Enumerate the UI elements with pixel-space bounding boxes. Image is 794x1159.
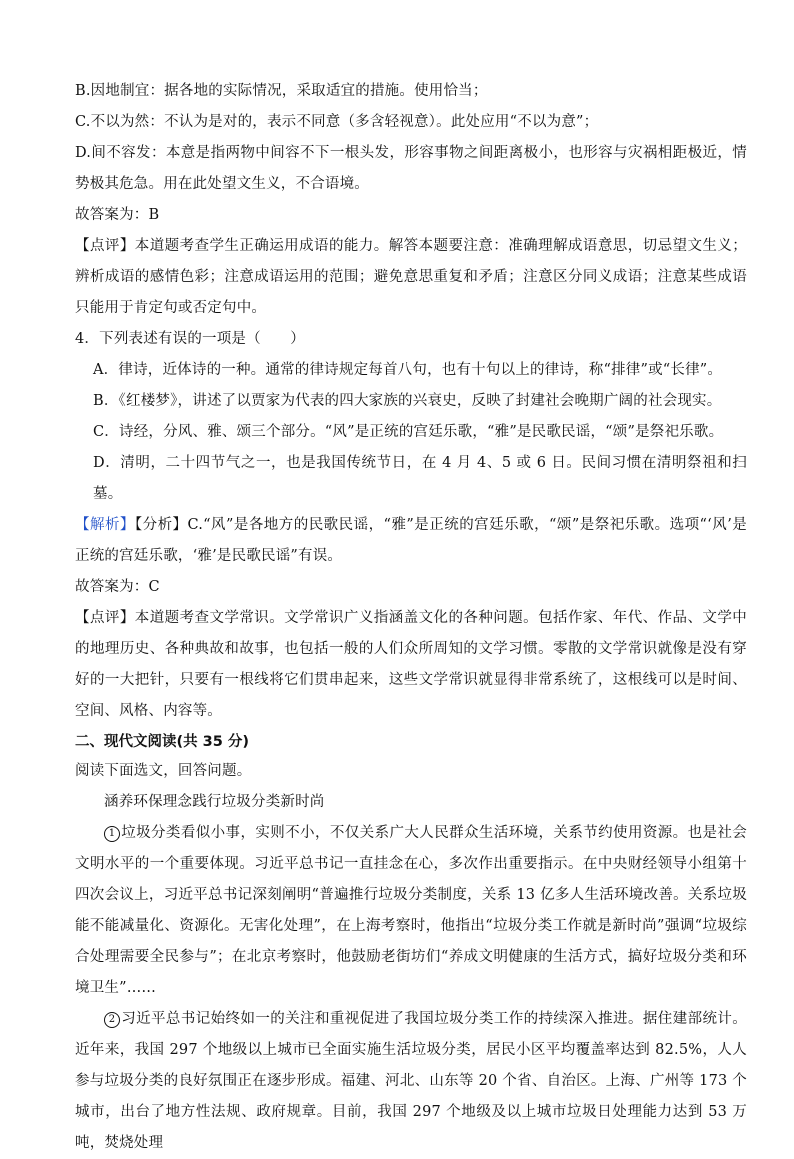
option-b-explanation: B.因地制宜：据各地的实际情况，采取适宜的措施。使用恰当； bbox=[75, 83, 488, 99]
paragraph-text: 垃圾分类看似小事，实则不小，不仅关系广大人民群众生活环境，关系节约使用资源。也是社会文明水平的一个重要体现。习近平总书记一直挂念在心，多次作出重要指示。在中央财经领导小组第十四次会议上，习近平总书记深刻阐明“普遍推行垃圾分类制度，关系 13 亿多人生活环境改善。关系垃圾能不能减量化、资源化。无害化处理”，在上海考察时，他指出“垃圾分类工作就是新时尚”强调“垃圾综合处理需要全民参与”；在北京考察时，他鼓励老街坊们“养成文明健康的生活方式，搞好垃圾分类和环境卫生”…… bbox=[75, 825, 747, 996]
question-4-option-c: C．诗经，分风、雅、颂三个部分。“风”是正统的宫廷乐歌，“雅”是民歌民谣，“颂”是祭祀乐歌。 bbox=[93, 424, 724, 440]
section-intro: 阅读下面选文，回答问题。 bbox=[75, 763, 252, 779]
answer-q3: 故答案为：B bbox=[75, 207, 160, 223]
question-4-stem: 4．下列表述有误的一项是（ ） bbox=[75, 331, 305, 347]
question-4-option-a: A．律诗，近体诗的一种。通常的律诗规定每首八句，也有十句以上的律诗，称“排律”或“长律”。 bbox=[93, 362, 723, 378]
paragraph-text: 习近平总书记始终如一的关注和重视促进了我国垃圾分类工作的持续深入推进。据住建部统计。近年来，我国 297 个地级以上城市已全面实施生活垃圾分类，居民小区平均覆盖率达到 82.5%，人人参与垃圾分类的良好氛围正在逐步形成。福建、河北、山东等 20 个省、自治区。上海、广州等 173 个城市，出台了地方性法规、政府规章。目前，我国 297 个地级及以上城市垃圾日处理能力达到 53 万吨，焚烧处理 bbox=[75, 1011, 748, 1151]
analysis-tag: 【解析】 bbox=[75, 517, 135, 533]
article-paragraph-1 bbox=[75, 818, 747, 1004]
comment-text: 本道题考查学生正确运用成语的能力。解答本题要注意：准确理解成语意思，切忌望文生义；辨析成语的感情色彩；注意成语运用的范围；避免意思重复和矛盾；注意区分同义成语；注意某些成语只能用于肯定句或否定句中。 bbox=[75, 238, 747, 316]
option-c-explanation: C.不以为然：不认为是对的，表示不同意（多含轻视意）。此处应用“不以为意”； bbox=[75, 114, 599, 130]
comment-q3 bbox=[75, 231, 747, 324]
section-heading: 二、现代文阅读(共 35 分) bbox=[75, 734, 250, 750]
comment-tag: 【点评】 bbox=[75, 238, 135, 254]
article-title: 涵养环保理念践行垃圾分类新时尚 bbox=[104, 794, 325, 810]
document-page bbox=[75, 76, 747, 1159]
analysis-text: 【分析】C.“风”是各地方的民歌民谣，“雅”是正统的宫廷乐歌，“颂”是祭祀乐歌。选项“‘风’是正统的宫廷乐歌，‘雅’是民歌民谣”有误。 bbox=[75, 517, 747, 564]
comment-q4 bbox=[75, 603, 747, 727]
paragraph-number-badge: 1 bbox=[104, 826, 120, 842]
analysis-q4 bbox=[75, 510, 747, 572]
paragraph-number-badge: 2 bbox=[104, 1012, 120, 1028]
article-paragraph-2 bbox=[75, 1004, 747, 1159]
question-4-option-d: D．清明，二十四节气之一，也是我国传统节日，在 4 月 4、5 或 6 日。民间习惯在清明祭祖和扫墓。 bbox=[93, 455, 747, 502]
option-d-explanation: D.间不容发：本意是指两物中间容不下一根头发，形容事物之间距离极小，也形容与灾祸相距极近，情势极其危急。用在此处望文生义，不合语境。 bbox=[75, 145, 747, 192]
comment-tag: 【点评】 bbox=[75, 610, 135, 626]
answer-q4: 故答案为：C bbox=[75, 579, 160, 595]
comment-text: 本道题考查文学常识。文学常识广义指涵盖文化的各种问题。包括作家、年代、作品、文学中的地理历史、各种典故和故事，也包括一般的人们众所周知的文学习惯。零散的文学常识就像是没有穿好的一大把针，只要有一根线将它们贯串起来，这些文学常识就显得非常系统了，这根线可以是时间、空间、风格、内容等。 bbox=[75, 610, 747, 719]
question-4-option-b: B．《红楼梦》，讲述了以贾家为代表的四大家族的兴衰史，反映了封建社会晚期广阔的社会现实。 bbox=[93, 393, 722, 409]
